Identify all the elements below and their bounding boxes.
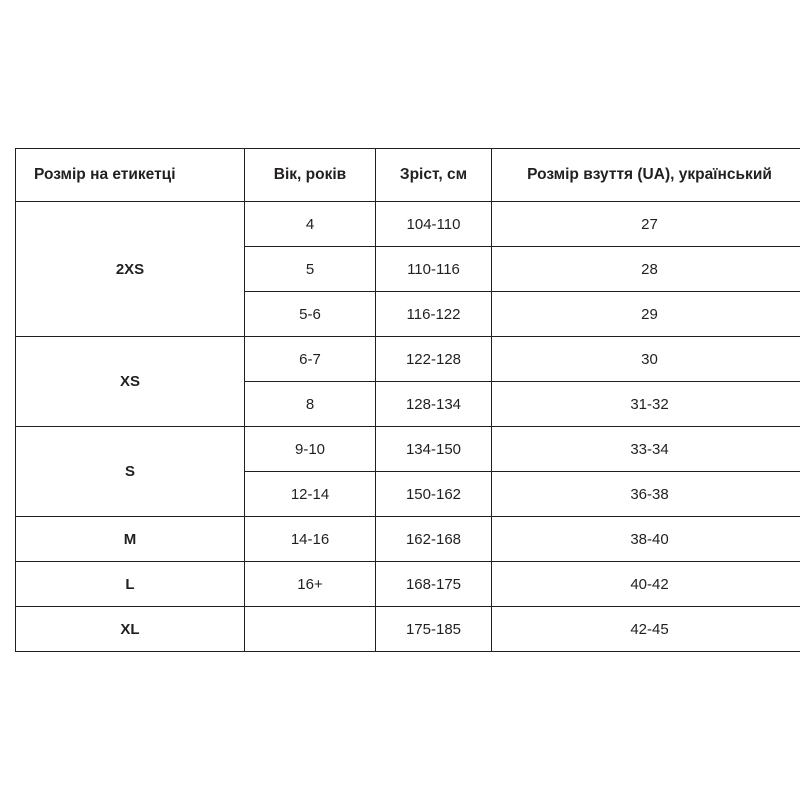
age-cell: 9-10 — [245, 427, 376, 472]
age-cell: 5 — [245, 247, 376, 292]
table-row — [16, 427, 800, 472]
shoe-cell: 38-40 — [492, 517, 800, 562]
table-row — [16, 337, 800, 382]
shoe-cell: 33-34 — [492, 427, 800, 472]
table-body — [16, 202, 800, 652]
table-row — [16, 562, 800, 607]
shoe-cell: 27 — [492, 202, 800, 247]
age-cell: 8 — [245, 382, 376, 427]
size-label-cell: S — [16, 427, 245, 517]
height-cell: 110-116 — [376, 247, 492, 292]
size-table — [15, 148, 800, 652]
size-label-cell: XL — [16, 607, 245, 652]
header-height: Зріст, см — [376, 149, 492, 202]
size-label-cell: 2XS — [16, 202, 245, 337]
shoe-cell: 29 — [492, 292, 800, 337]
size-label-cell: XS — [16, 337, 245, 427]
shoe-cell: 28 — [492, 247, 800, 292]
table-header — [16, 149, 800, 202]
shoe-cell: 30 — [492, 337, 800, 382]
height-cell: 134-150 — [376, 427, 492, 472]
table-row — [16, 202, 800, 247]
height-cell: 128-134 — [376, 382, 492, 427]
height-cell: 168-175 — [376, 562, 492, 607]
height-cell: 104-110 — [376, 202, 492, 247]
table-row — [16, 517, 800, 562]
header-label: Розмір на етикетці — [16, 149, 245, 202]
height-cell: 162-168 — [376, 517, 492, 562]
shoe-cell: 40-42 — [492, 562, 800, 607]
age-cell: 16+ — [245, 562, 376, 607]
header-age: Вік, років — [245, 149, 376, 202]
size-label-cell: M — [16, 517, 245, 562]
height-cell: 150-162 — [376, 472, 492, 517]
age-cell: 4 — [245, 202, 376, 247]
height-cell: 175-185 — [376, 607, 492, 652]
height-cell: 116-122 — [376, 292, 492, 337]
size-label-cell: L — [16, 562, 245, 607]
age-cell: 12-14 — [245, 472, 376, 517]
size-table-container — [15, 148, 785, 652]
shoe-cell: 31-32 — [492, 382, 800, 427]
age-cell: 6-7 — [245, 337, 376, 382]
table-row — [16, 607, 800, 652]
age-cell: 5-6 — [245, 292, 376, 337]
age-cell: 14-16 — [245, 517, 376, 562]
age-cell — [245, 607, 376, 652]
height-cell: 122-128 — [376, 337, 492, 382]
table-header-row — [16, 149, 800, 202]
shoe-cell: 42-45 — [492, 607, 800, 652]
shoe-cell: 36-38 — [492, 472, 800, 517]
header-shoe: Розмір взуття (UA), український — [492, 149, 800, 202]
